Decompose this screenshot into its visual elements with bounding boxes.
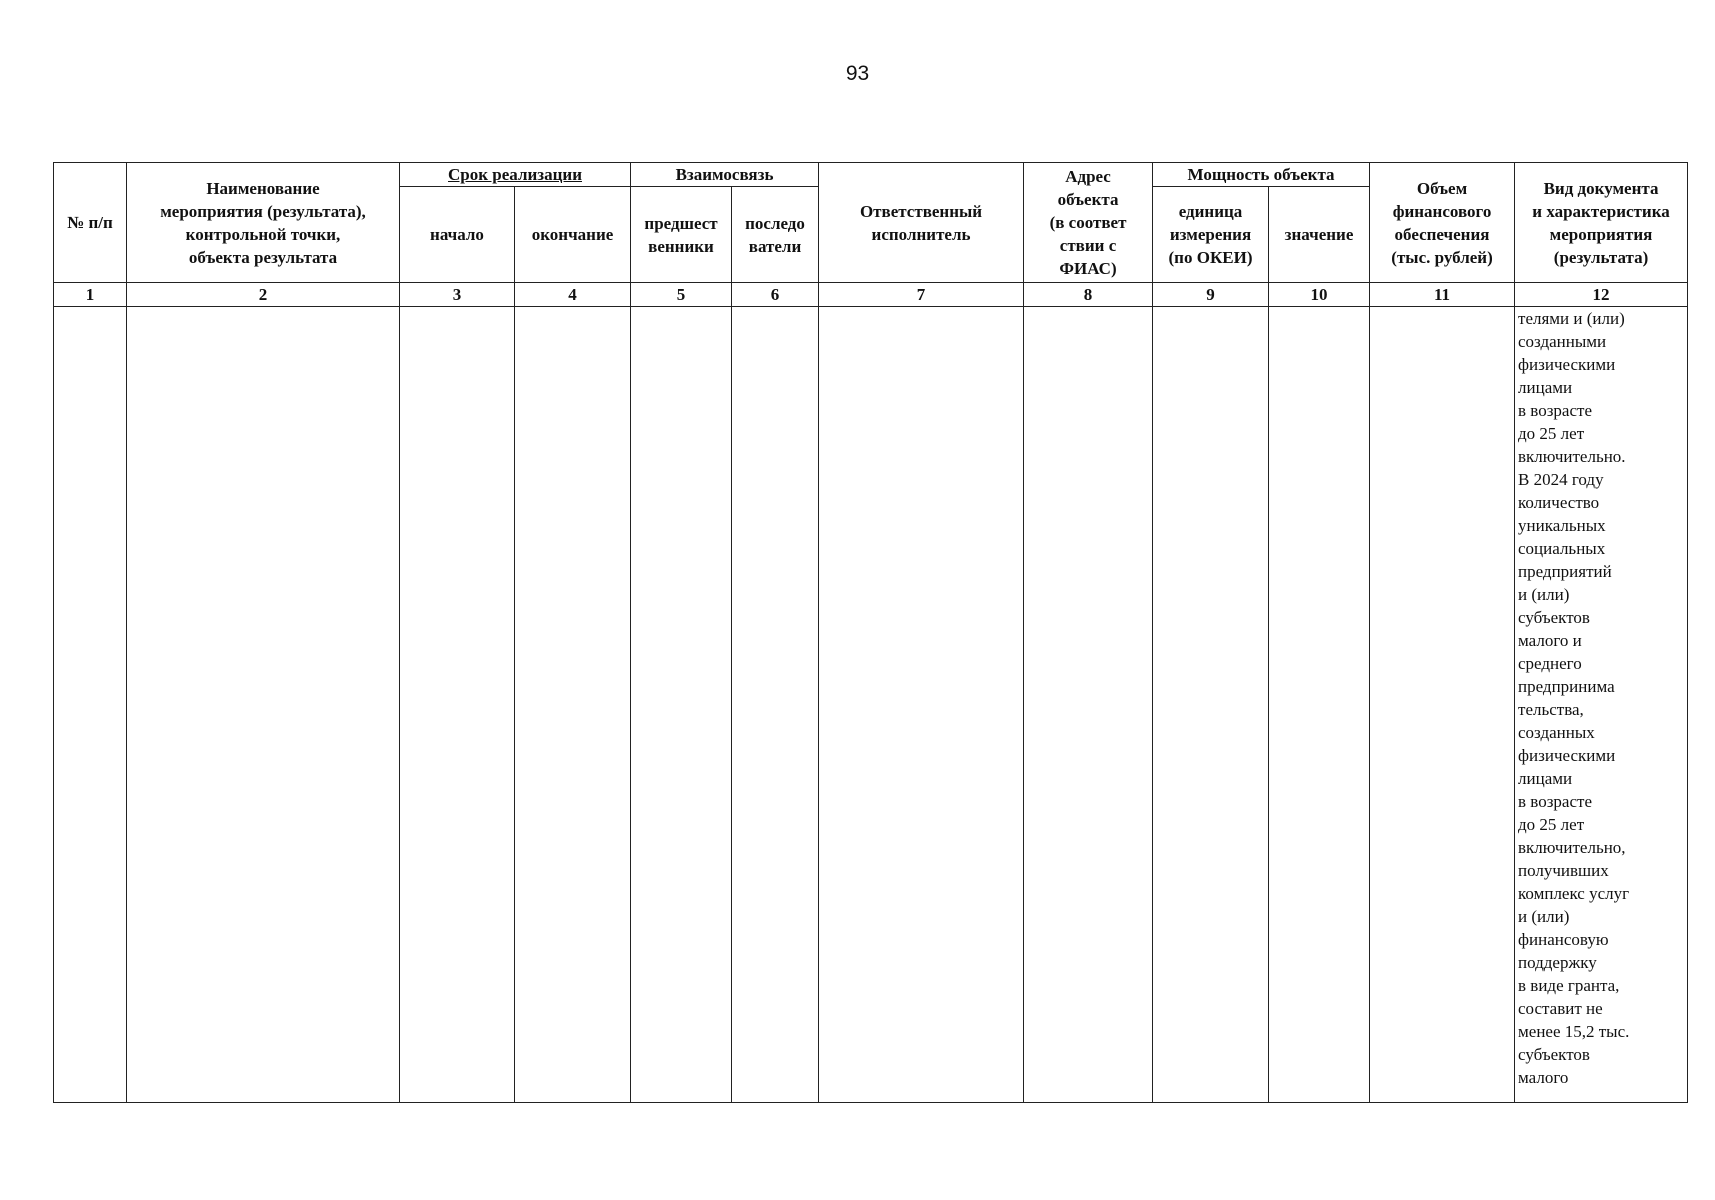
- column-number: 11: [1370, 283, 1515, 307]
- header-line: объекта результата: [188, 247, 338, 267]
- table-cell: [631, 307, 732, 1103]
- table-cell: [1024, 307, 1153, 1103]
- description-line: лицами: [1518, 769, 1573, 788]
- header-line: Объем: [1416, 178, 1468, 198]
- header-line: Адрес: [1065, 167, 1111, 186]
- description-line: в возрасте: [1518, 401, 1592, 420]
- description-line: созданных: [1518, 723, 1595, 742]
- description-line: включительно.: [1518, 447, 1626, 466]
- description-line: тельства,: [1518, 700, 1584, 719]
- header-line: объекта: [1057, 190, 1119, 209]
- header-capacity-group: Мощность объекта: [1153, 163, 1370, 187]
- description-line: количество: [1518, 493, 1600, 512]
- description-line: лицами: [1518, 378, 1573, 397]
- table-cell: [1269, 307, 1370, 1103]
- column-number: 1: [54, 283, 127, 307]
- header-line: Вид документа: [1543, 178, 1659, 198]
- header-responsible: [819, 163, 1024, 283]
- header-line: ствии с: [1059, 236, 1117, 255]
- table-cell: [54, 307, 127, 1103]
- description-line: созданными: [1518, 332, 1607, 351]
- column-number: 2: [127, 283, 400, 307]
- table-cell: [819, 307, 1024, 1103]
- header-line: мероприятия: [1549, 224, 1653, 244]
- header-line: измерения: [1169, 225, 1252, 244]
- description-line: уникальных: [1518, 516, 1606, 535]
- events-table: [53, 162, 1688, 1103]
- header-link-group: Взаимосвязь: [631, 163, 819, 187]
- document-description-cell: [1515, 307, 1688, 1103]
- table-cell: [1153, 307, 1269, 1103]
- header-line: последо: [745, 213, 805, 233]
- header-line: Ответственный: [859, 201, 983, 221]
- description-line: социальных: [1518, 539, 1606, 558]
- page-number: 93: [845, 62, 870, 85]
- header-line: контрольной точки,: [185, 224, 341, 244]
- header-line: ФИАС): [1059, 259, 1117, 278]
- header-line: обеспечения: [1394, 224, 1490, 244]
- description-line: телями и (или): [1518, 309, 1625, 328]
- description-line: до 25 лет: [1518, 815, 1585, 834]
- header-link-prev: [631, 187, 732, 283]
- column-number: 4: [515, 283, 631, 307]
- table-cell: [1370, 307, 1515, 1103]
- description-line: в виде гранта,: [1518, 976, 1620, 995]
- header-line: предшест: [644, 213, 718, 233]
- description-line: малого: [1518, 1068, 1569, 1087]
- column-number: 8: [1024, 283, 1153, 307]
- header-event-name: [127, 163, 400, 283]
- description-line: получивших: [1518, 861, 1609, 880]
- header-term-group-label: Срок реализации: [448, 165, 582, 184]
- header-line: мероприятия (результата),: [160, 201, 366, 221]
- column-number: 5: [631, 283, 732, 307]
- header-line: ватели: [748, 236, 802, 256]
- description-line: субъектов: [1518, 608, 1590, 627]
- header-line: (в соответ: [1049, 213, 1127, 232]
- description-line: малого и: [1518, 631, 1582, 650]
- table-cell: [400, 307, 515, 1103]
- header-term-start: начало: [400, 187, 515, 283]
- column-number: 10: [1269, 283, 1370, 307]
- header-address: [1024, 163, 1153, 283]
- description-line: предприятий: [1518, 562, 1612, 581]
- description-line: до 25 лет: [1518, 424, 1585, 443]
- table-cell: [732, 307, 819, 1103]
- description-line: финансовую: [1518, 930, 1609, 949]
- header-number: № п/п: [54, 163, 127, 283]
- description-line: составит не: [1518, 999, 1603, 1018]
- description-line: в возрасте: [1518, 792, 1592, 811]
- header-line: Наименование: [206, 178, 320, 198]
- description-line: поддержку: [1518, 953, 1597, 972]
- header-financing: [1370, 163, 1515, 283]
- description-line: субъектов: [1518, 1045, 1590, 1064]
- description-line: В 2024 году: [1518, 470, 1604, 489]
- header-link-next: [732, 187, 819, 283]
- column-number: 6: [732, 283, 819, 307]
- description-line: комплекс услуг: [1518, 884, 1630, 903]
- header-line: (по ОКЕИ): [1168, 248, 1253, 267]
- description-line: и (или): [1518, 907, 1570, 926]
- header-line: единица: [1178, 202, 1243, 221]
- header-line: (тыс. рублей): [1391, 247, 1493, 267]
- description-line: менее 15,2 тыс.: [1518, 1022, 1630, 1041]
- column-number: 3: [400, 283, 515, 307]
- description-line: среднего: [1518, 654, 1582, 673]
- description-line: физическими: [1518, 746, 1616, 765]
- header-term-end: окончание: [515, 187, 631, 283]
- column-number: 9: [1153, 283, 1269, 307]
- header-line: (результата): [1553, 247, 1649, 267]
- header-document-type: [1515, 163, 1688, 283]
- description-line: предпринима: [1518, 677, 1615, 696]
- description-line: физическими: [1518, 355, 1616, 374]
- header-line: венники: [648, 236, 714, 256]
- header-capacity-unit: [1153, 187, 1269, 283]
- header-line: и характеристика: [1532, 201, 1670, 221]
- column-number: 12: [1515, 283, 1688, 307]
- description-line: включительно,: [1518, 838, 1626, 857]
- header-line: финансового: [1392, 201, 1492, 221]
- header-term-group: [400, 163, 631, 187]
- column-number: 7: [819, 283, 1024, 307]
- table-row: [54, 307, 1688, 1103]
- header-capacity-value: значение: [1269, 187, 1370, 283]
- table-cell: [127, 307, 400, 1103]
- description-line: и (или): [1518, 585, 1570, 604]
- header-line: исполнитель: [871, 224, 971, 244]
- table-cell: [515, 307, 631, 1103]
